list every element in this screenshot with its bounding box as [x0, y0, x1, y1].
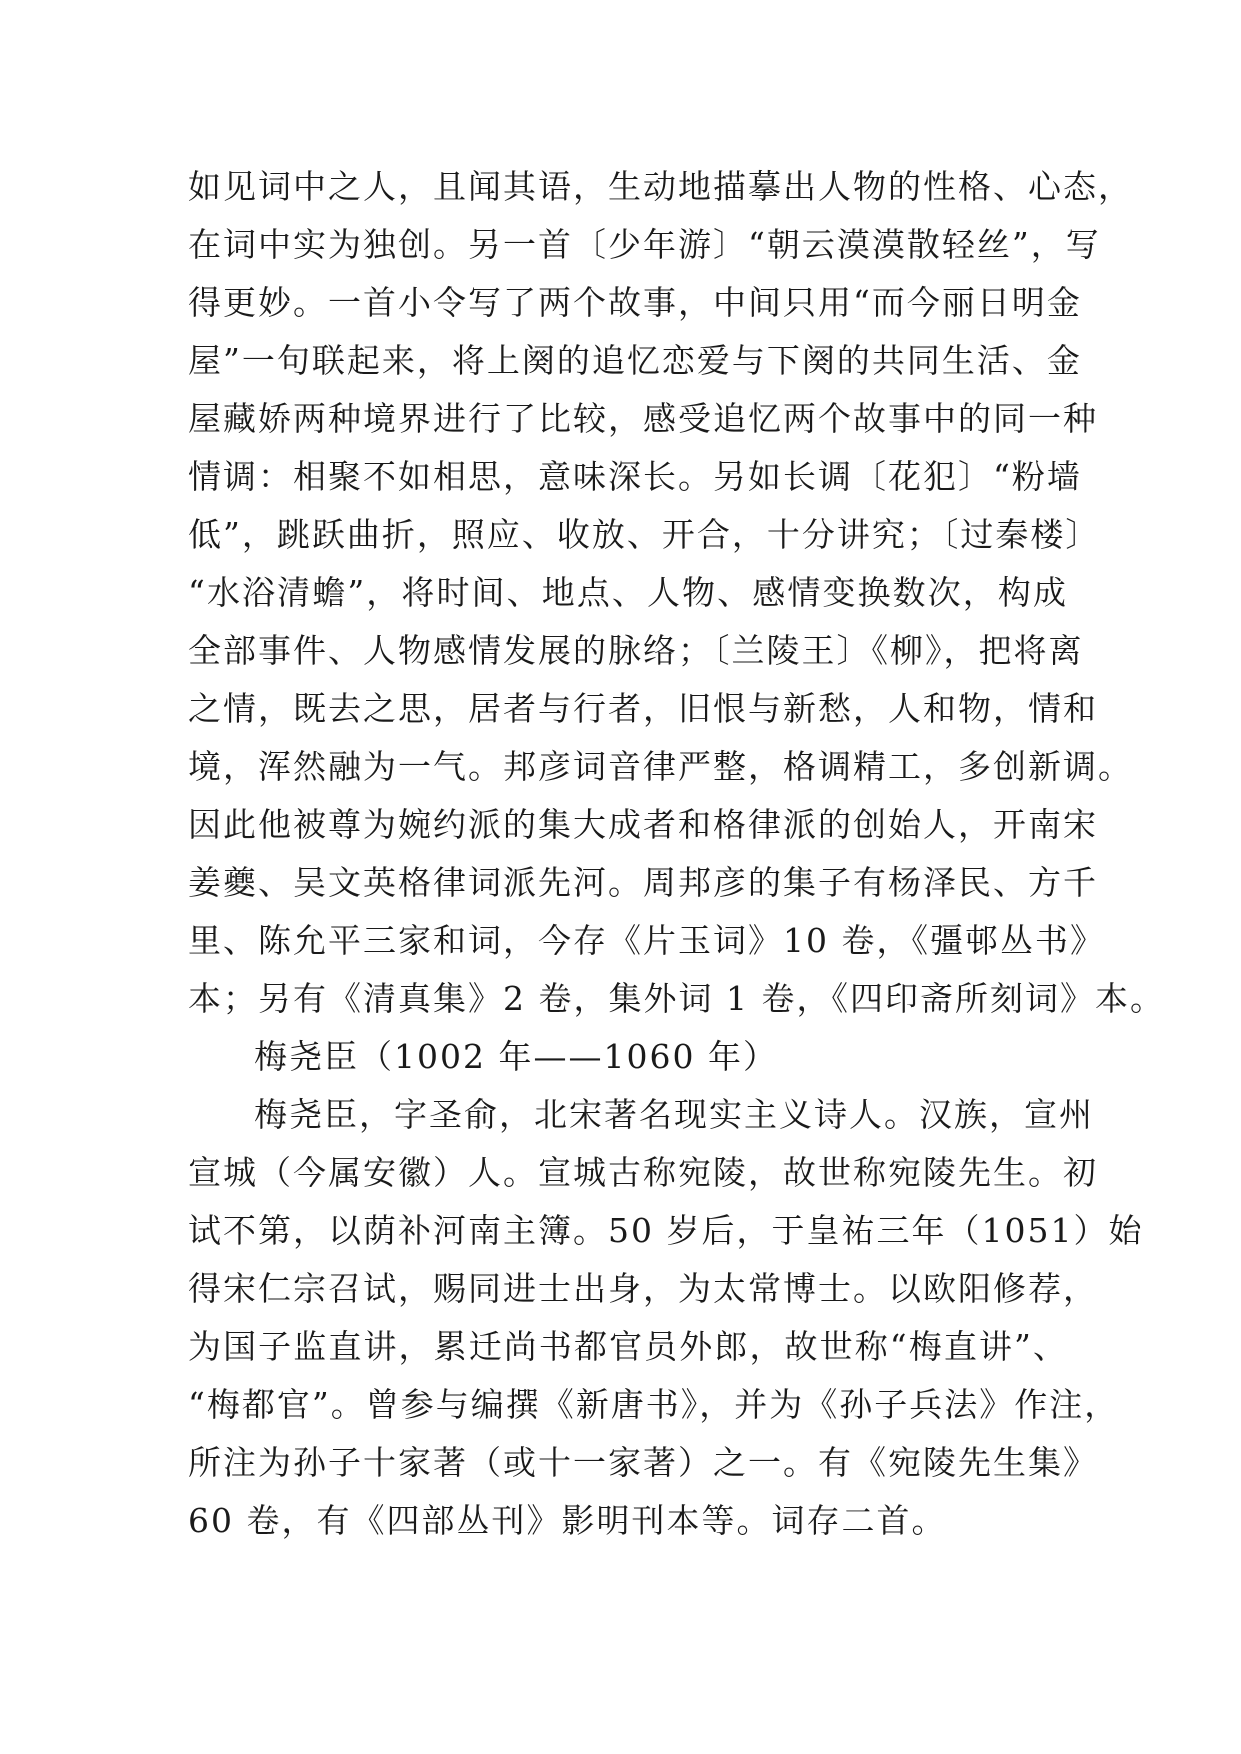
text-line: 宣城（今属安徽）人。宣城古称宛陵，故世称宛陵先生。初 — [188, 1153, 1098, 1192]
text-line: “梅都官”。曾参与编撰《新唐书》，并为《孙子兵法》作注， — [188, 1385, 1120, 1424]
text-line: 本；另有《清真集》2 卷，集外词 1 卷，《四印斋所刻词》本。 — [188, 979, 1165, 1018]
text-line: 里、陈允平三家和词，今存《片玉词》10 卷，《彊邨丛书》 — [188, 921, 1105, 960]
body-text — [188, 158, 1165, 1550]
text-line: 所注为孙子十家著（或十一家著）之一。有《宛陵先生集》 — [188, 1443, 1098, 1482]
text-line: 全部事件、人物感情发展的脉络；〔兰陵王〕《柳》，把将离 — [188, 631, 1084, 670]
text-line: 姜夔、吴文英格律词派先河。周邦彦的集子有杨泽民、方千 — [188, 863, 1098, 902]
text-line: 因此他被尊为婉约派的集大成者和格律派的创始人，开南宋 — [188, 805, 1098, 844]
text-line: 境，浑然融为一气。邦彦词音律严整，格调精工，多创新调。 — [188, 747, 1133, 786]
text-line: 之情，既去之思，居者与行者，旧恨与新愁，人和物，情和 — [188, 689, 1098, 728]
text-line: 试不第，以荫补河南主簿。50 岁后，于皇祐三年（1051）始 — [188, 1211, 1144, 1250]
text-line: 低”，跳跃曲折，照应、收放、开合，十分讲究；〔过秦楼〕 — [188, 515, 1101, 554]
text-line: “水浴清蟾”，将时间、地点、人物、感情变换数次，构成 — [188, 573, 1068, 612]
text-line: 在词中实为独创。另一首〔少年游〕“朝云漠漠散轻丝”，写 — [188, 225, 1101, 264]
text-line: 得宋仁宗召试，赐同进士出身，为太常博士。以欧阳修荐， — [188, 1269, 1098, 1308]
text-line: 屋藏娇两种境界进行了比较，感受追忆两个故事中的同一种 — [188, 399, 1098, 438]
text-line: 如见词中之人，且闻其语，生动地描摹出人物的性格、心态， — [188, 167, 1133, 206]
text-line: 情调：相聚不如相思，意味深长。另如长调〔花犯〕“粉墙 — [188, 457, 1082, 496]
text-line: 为国子监直讲，累迁尚书都官员外郎，故世称“梅直讲”、 — [188, 1327, 1068, 1366]
text-line: 屋”一句联起来，将上阕的追忆恋爱与下阕的共同生活、金 — [188, 341, 1082, 380]
text-line: 60 卷，有《四部丛刊》影明刊本等。词存二首。 — [188, 1501, 947, 1540]
text-line: 得更妙。一首小令写了两个故事，中间只用“而今丽日明金 — [188, 283, 1082, 322]
text-line: 梅尧臣，字圣俞，北宋著名现实主义诗人。汉族，宣州 — [254, 1095, 1094, 1134]
section-heading: 梅尧臣（1002 年——1060 年） — [254, 1037, 778, 1076]
